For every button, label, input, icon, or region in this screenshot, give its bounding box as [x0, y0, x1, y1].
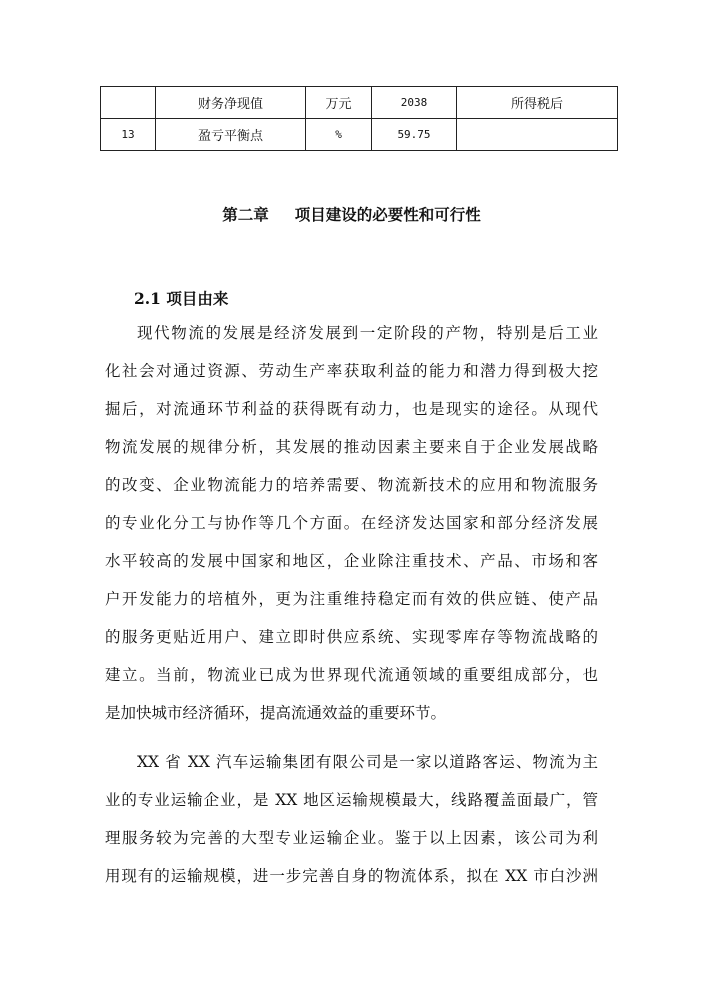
paragraph-line: 业的专业运输企业，是 XX 地区运输规模最大，线路覆盖面最广，管	[105, 791, 598, 809]
value-cell: 2038	[372, 87, 457, 119]
indicator-name-cell: 盈亏平衡点	[156, 119, 306, 151]
paragraph-line: 掘后，对流通环节利益的获得既有动力，也是现实的途径。从现代	[105, 400, 598, 418]
row-number-cell	[101, 87, 156, 119]
table-row	[101, 87, 618, 119]
paragraph-line: 的服务更贴近用户、建立即时供应系统、实现零库存等物流战略的	[105, 628, 598, 646]
indicator-name-cell: 财务净现值	[156, 87, 306, 119]
paragraph-line: 的专业化分工与协作等几个方面。在经济发达国家和部分经济发展	[105, 514, 598, 532]
indicator-table	[100, 86, 618, 151]
chapter-number: 第二章	[222, 205, 269, 224]
paragraph-line: 建立。当前，物流业已成为世界现代流通领域的重要组成部分，也	[105, 666, 598, 684]
row-number-cell: 13	[101, 119, 156, 151]
paragraph-line: 现代物流的发展是经济发展到一定阶段的产物，特别是后工业	[137, 324, 598, 342]
paragraph-project-origin	[105, 314, 598, 732]
paragraph-line: 物流发展的规律分析，其发展的推动因素主要来自于企业发展战略	[105, 438, 598, 456]
paragraph-line: 是加快城市经济循环，提高流通效益的重要环节。	[105, 704, 447, 722]
paragraph-line: 用现有的运输规模，进一步完善自身的物流体系，拟在 XX 市白沙洲	[105, 867, 598, 885]
note-cell: 所得税后	[457, 87, 618, 119]
unit-cell: %	[306, 119, 372, 151]
paragraph-line: 理服务较为完善的大型专业运输企业。鉴于以上因素，该公司为利	[105, 829, 598, 847]
note-cell	[457, 119, 618, 151]
paragraph-company-intro	[105, 743, 598, 895]
unit-cell: 万元	[306, 87, 372, 119]
table-row	[101, 119, 618, 151]
paragraph-line: 化社会对通过资源、劳动生产率获取利益的能力和潜力得到极大挖	[105, 362, 598, 380]
paragraph-line: 水平较高的发展中国家和地区，企业除注重技术、产品、市场和客	[105, 552, 598, 570]
value-cell: 59.75	[372, 119, 457, 151]
chapter-heading	[0, 203, 703, 225]
section-heading: 2.1 项目由来	[134, 289, 229, 308]
chapter-title: 项目建设的必要性和可行性	[294, 205, 481, 224]
paragraph-line: XX 省 XX 汽车运输集团有限公司是一家以道路客运、物流为主	[137, 753, 598, 771]
paragraph-line: 的改变、企业物流能力的培养需要、物流新技术的应用和物流服务	[105, 476, 598, 494]
paragraph-line: 户开发能力的培植外，更为注重维持稳定而有效的供应链、使产品	[105, 590, 598, 608]
